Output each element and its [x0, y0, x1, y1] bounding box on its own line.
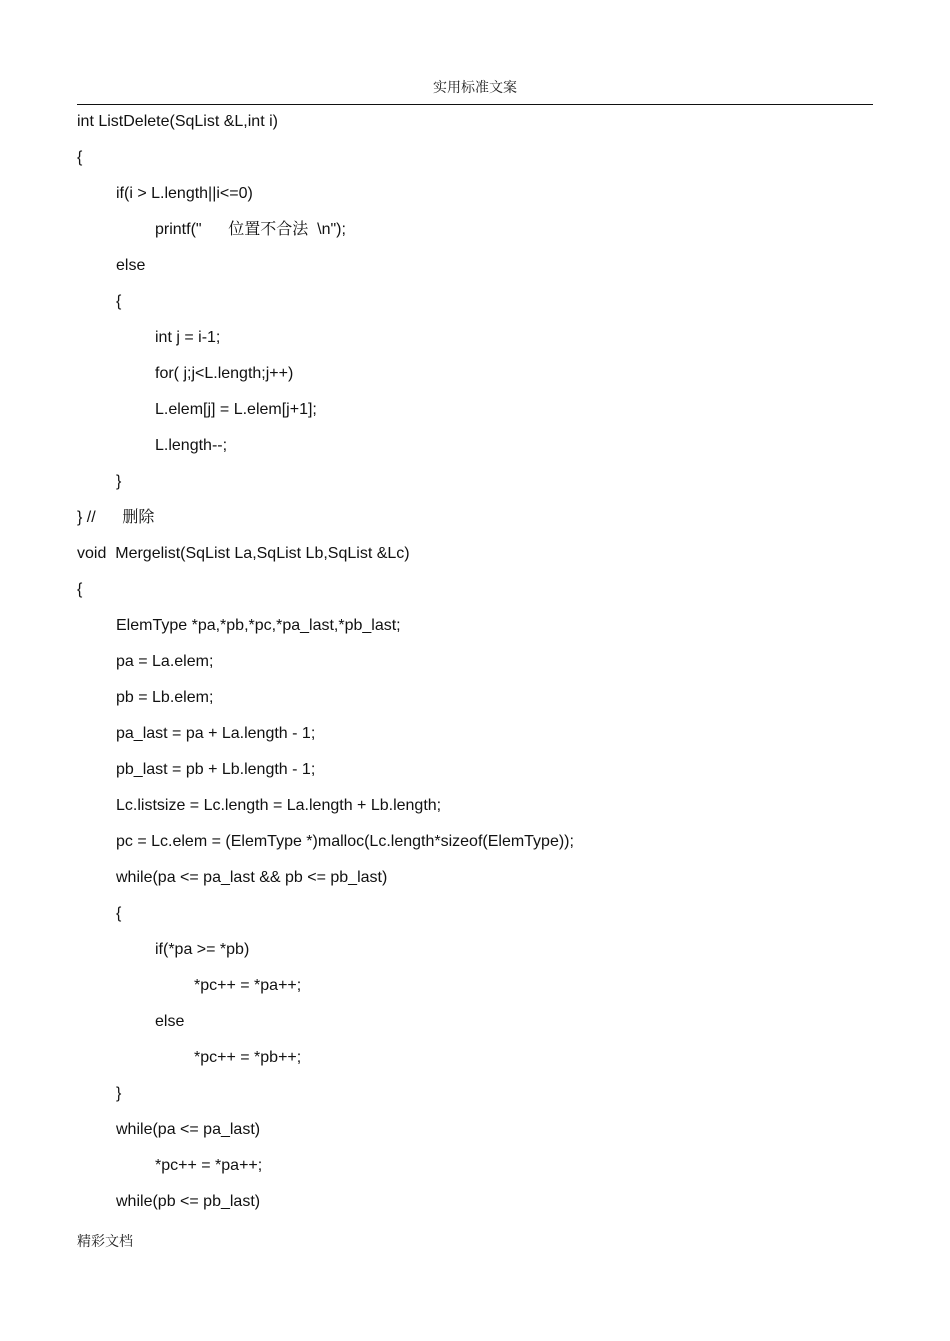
code-block: [77, 112, 873, 1228]
code-line: } // 删除: [77, 509, 155, 526]
code-line: pa_last = pa + La.length - 1;: [116, 725, 316, 742]
code-line: else: [116, 257, 146, 274]
code-line: {: [77, 581, 83, 598]
code-line: L.length--;: [155, 437, 228, 454]
code-line: pb = Lb.elem;: [116, 689, 214, 706]
code-line: if(i > L.length||i<=0): [116, 185, 253, 202]
code-line: int ListDelete(SqList &L,int i): [77, 113, 278, 130]
code-line: Lc.listsize = Lc.length = La.length + Lb.length;: [116, 797, 442, 814]
code-line: ElemType *pa,*pb,*pc,*pa_last,*pb_last;: [116, 617, 401, 634]
page-header: 实用标准文案: [433, 80, 517, 96]
code-line: if(*pa >= *pb): [155, 941, 250, 958]
code-line: for( j;j<L.length;j++): [155, 365, 294, 382]
code-line: pa = La.elem;: [116, 653, 214, 670]
code-line: L.elem[j] = L.elem[j+1];: [155, 401, 317, 418]
page-footer: 精彩文档: [77, 1234, 133, 1250]
code-line: *pc++ = *pb++;: [194, 1049, 302, 1066]
code-line: int j = i-1;: [155, 329, 221, 346]
code-line: printf(" 位置不合法 \n");: [155, 221, 346, 238]
code-line: while(pa <= pa_last): [116, 1121, 261, 1138]
code-line: {: [116, 905, 122, 922]
code-line: while(pa <= pa_last && pb <= pb_last): [116, 869, 388, 886]
code-line: while(pb <= pb_last): [116, 1193, 261, 1210]
code-line: }: [116, 473, 122, 490]
code-line: *pc++ = *pa++;: [194, 977, 302, 994]
code-line: {: [77, 149, 83, 166]
header-divider: [77, 104, 873, 105]
code-line: }: [116, 1085, 122, 1102]
code-line: pc = Lc.elem = (ElemType *)malloc(Lc.length*sizeof(ElemType));: [116, 833, 574, 850]
code-line: *pc++ = *pa++;: [155, 1157, 263, 1174]
code-line: void Mergelist(SqList La,SqList Lb,SqList &Lc): [77, 545, 410, 562]
code-line: {: [116, 293, 122, 310]
code-line: pb_last = pb + Lb.length - 1;: [116, 761, 316, 778]
code-line: else: [155, 1013, 185, 1030]
